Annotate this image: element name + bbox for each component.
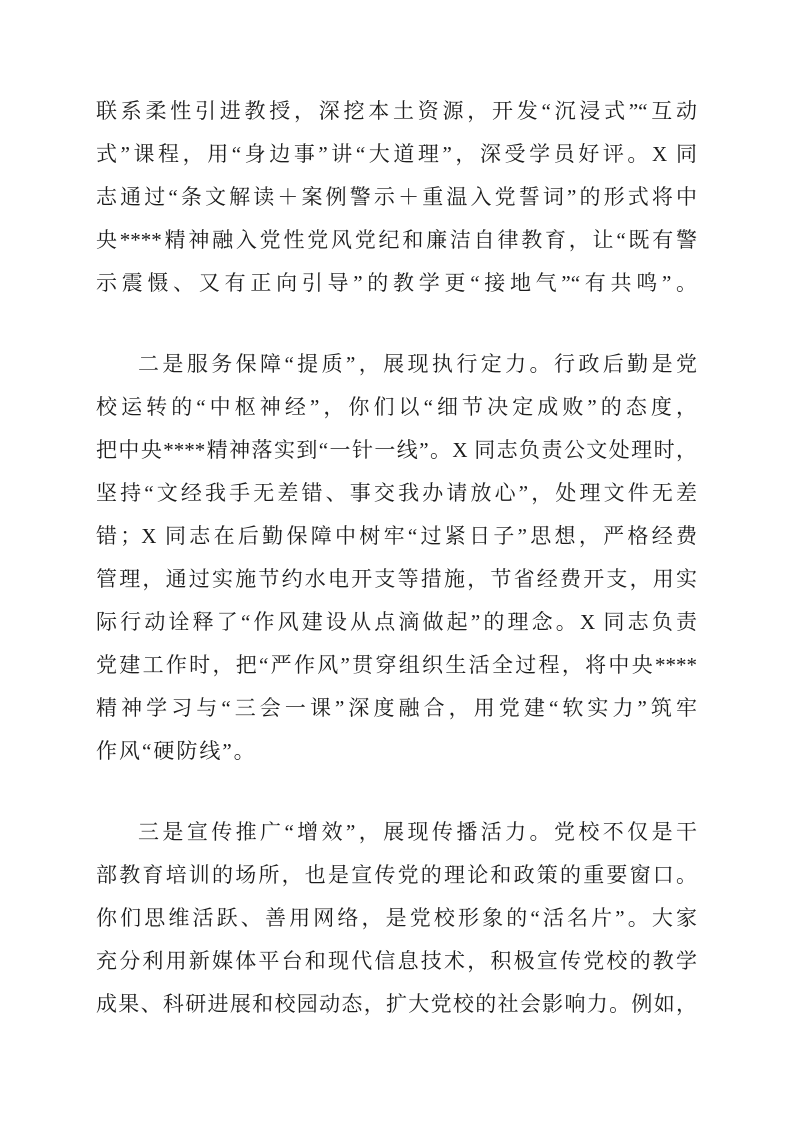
text-line: 管理，通过实施节约水电开支等措施，节省经费开支，用实: [96, 567, 697, 591]
text-line: 志通过“条文解读＋案例警示＋重温入党誓词”的形式将中: [96, 185, 697, 209]
text-line: 际行动诠释了“作风建设从点滴做起”的理念。X 同志负责: [96, 610, 697, 634]
text-line: 示震慑、又有正向引导”的教学更“接地气”“有共鸣”。: [96, 271, 697, 295]
text-line: 作风“硬防线”。: [96, 739, 257, 763]
text-line: 充分利用新媒体平台和现代信息技术，积极宣传党校的教学: [96, 949, 697, 973]
document-body: [96, 90, 697, 1026]
text-line: 校运转的“中枢神经”，你们以“细节决定成败”的态度，: [96, 395, 697, 419]
paragraph: [96, 343, 697, 773]
paragraph: [96, 90, 697, 305]
text-line: 央****精神融入党性党风党纪和廉洁自律教育，让“既有警: [96, 228, 697, 252]
text-line: 坚持“文经我手无差错、事交我办请放心”，处理文件无差: [96, 481, 697, 505]
paragraph: [96, 811, 697, 1026]
text-line: 联系柔性引进教授，深挖本土资源，开发“沉浸式”“互动: [96, 99, 697, 123]
text-line: 式”课程，用“身边事”讲“大道理”，深受学员好评。X 同: [96, 142, 697, 166]
text-line: 把中央****精神落实到“一针一线”。X 同志负责公文处理时，: [96, 438, 697, 462]
text-line: 精神学习与“三会一课”深度融合，用党建“软实力”筑牢: [96, 696, 697, 720]
text-line: 成果、科研进展和校园动态，扩大党校的社会影响力。例如，: [96, 992, 697, 1016]
text-line: 部教育培训的场所，也是宣传党的理论和政策的重要窗口。: [96, 863, 697, 887]
text-line: 二是服务保障“提质”，展现执行定力。行政后勤是党: [138, 352, 697, 376]
text-line: 党建工作时，把“严作风”贯穿组织生活全过程，将中央****: [96, 653, 697, 677]
text-line: 错；X 同志在后勤保障中树牢“过紧日子”思想，严格经费: [96, 524, 697, 548]
text-line: 三是宣传推广“增效”，展现传播活力。党校不仅是干: [138, 820, 697, 844]
text-line: 你们思维活跃、善用网络，是党校形象的“活名片”。大家: [96, 906, 697, 930]
